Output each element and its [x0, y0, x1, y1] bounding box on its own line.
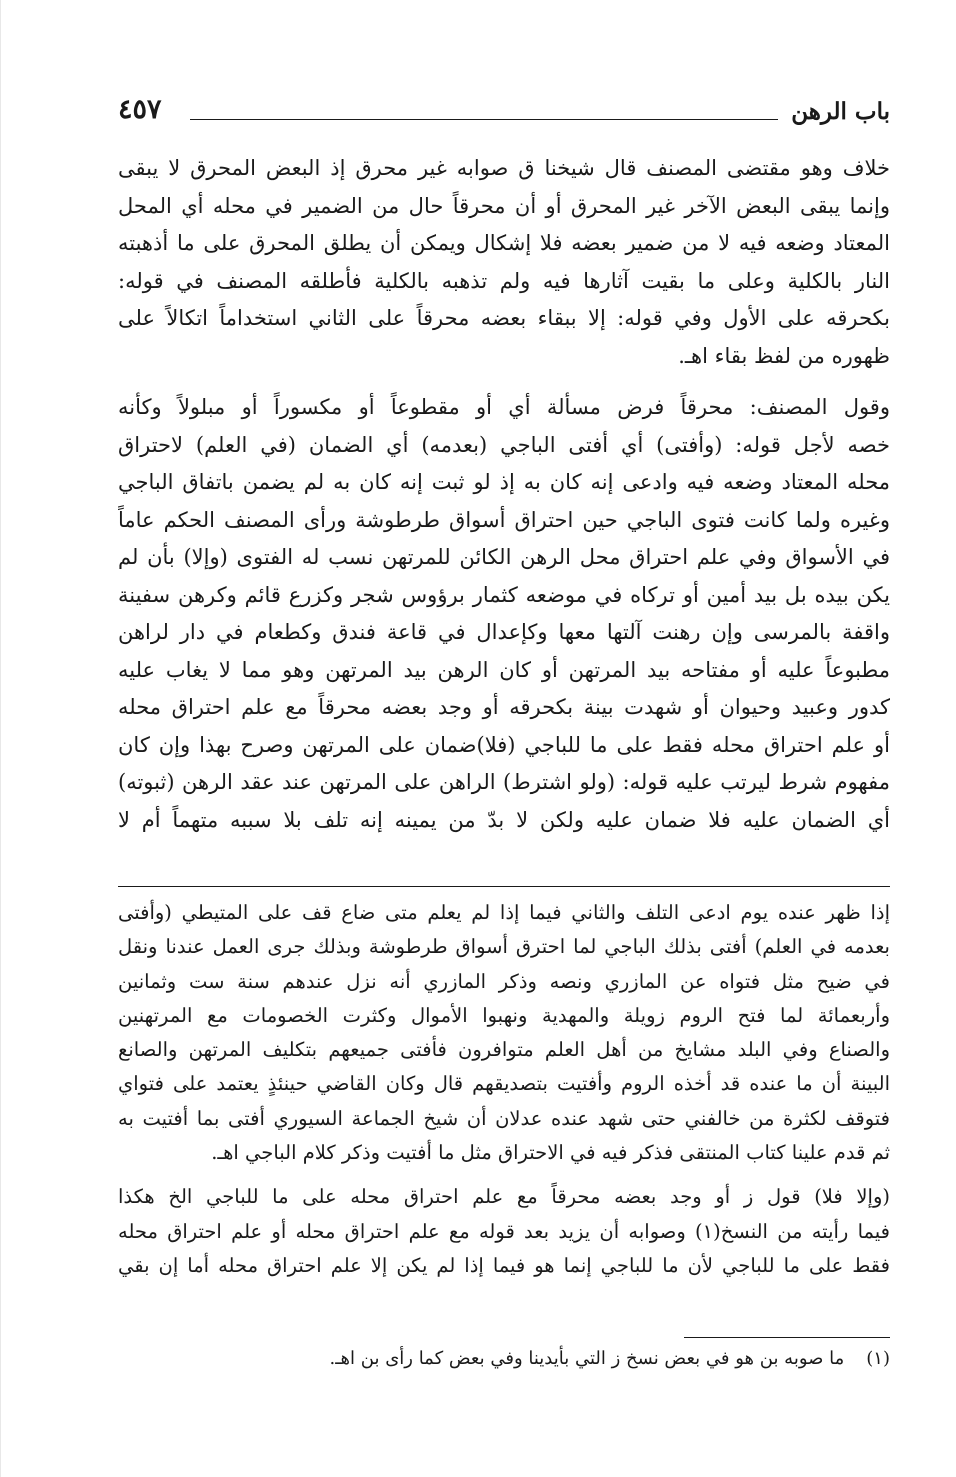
commentary-line: يكن بيده بل بيد أمين أو تركاه في موضعه كثمار برؤوس شجر وكزرع قائم وكرهن سفينة	[118, 582, 890, 607]
gloss-line: إذا ظهر عنده يوم ادعى التلف والثاني فيما إذا لم يعلم متى ضاع قف على المتيطي (وأفتى	[118, 901, 890, 924]
scan-edge	[0, 0, 1, 1477]
gloss-line: فيما رأيته من النسخ(١) وصوابه أن يزيد بعد قوله مع علم احتراق محله أو علم احتراق محله	[118, 1219, 890, 1243]
commentary-line: كدور وعبيد وحيوان أو شهدت بينة بكحرقه أو وجد بعضه محرقاً مع علم احتراق محله	[118, 695, 890, 719]
commentary-line: مفهوم شرط ليرتب عليه قوله: (ولو اشترط) الراهن على المرتهن عند عقد الرهن (ثبوته)	[118, 770, 890, 794]
commentary-line: بكحرقه على الأول وفي قوله: إلا ببقاء بعضه محرقاً على الثاني استخداماً اتكالاً على	[118, 306, 890, 330]
section-divider	[118, 886, 890, 887]
commentary-line: وغيره ولما كانت فتوى الباجي حين احتراق أسواق طرطوشة ورأى المصنف الحكم عاماً	[118, 507, 890, 532]
commentary-line: مطبوعاً عليه أو مفتاحه بيد المرتهن أو كان الرهن بيد المرتهن وهو مما لا يغاب عليه	[118, 657, 890, 682]
commentary-line: المعتاد وضعه فيه لا من ضمير بعضه فلا إشكال ويمكن أن يطلق المحرق على ما أذهبته	[118, 231, 890, 255]
gloss-line: وأربعمائة لما فتح الروم زويلة والمهدية ونهبوا الأموال وكثرت الخصومات مع المرتهنين	[118, 1003, 890, 1027]
header-rule	[190, 119, 778, 120]
page-number: ٤٥٧	[118, 94, 162, 125]
commentary-line: في الأسواق وفي علم احتراق محل الرهن الكائن للمرتهن نسب له الفتوى (وإلا) بأن لم	[118, 545, 890, 569]
gloss-line: في ضيح مثل فتواه عن المازري ونصه وذكر المازري أنه نزل عندهم سنة ست وثمانين	[118, 969, 890, 993]
commentary-line: ظهوره من لفظ بقاء اهـ.	[678, 343, 890, 368]
commentary-block	[118, 150, 890, 839]
footnote-rule	[684, 1337, 890, 1338]
commentary-line: أي الضمان عليه فلا ضمان عليه ولكن لا بدّ من يمينه إنه تلف بلا سببه متهماً أم لا	[118, 807, 890, 832]
gloss-line: البينة أن ما عنده قد أخذه الروم وأفتيت بتصديقهم قال وكان القاضي حينئذٍ يعتمد على فتواي	[118, 1072, 890, 1096]
gloss-line: فقط على ما للباجي لأن ما للباجي إنما هو فيما إذا لم يكن إلا علم احتراق محله أما إن بقي	[118, 1253, 890, 1277]
commentary-line: النار بالكلية وعلى ما بقيت آثارها فيه ولم تذهبه بالكلية فأطلقه المصنف في قوله:	[118, 268, 890, 293]
running-header	[118, 92, 890, 132]
gloss-line: بعدمه في العلم) أفتى بذلك الباجي لما احترق أسواق طرطوشة وبذلك جرى العمل عندنا ونقل	[118, 935, 890, 959]
footnote-number: (١)	[866, 1348, 890, 1369]
commentary-line: واقفة بالمرسى وإن رهنت آلتها معها وكإعدال في قاعة فندق وكطعام في دار لراهن	[118, 620, 890, 644]
gloss-line: والصناع وفي البلد مشايخ من أهل العلم متوافرون فأفتى جميعهم بتكليف المرتهن والصانع	[118, 1038, 890, 1062]
chapter-title: باب الرهن	[791, 98, 890, 125]
paragraph-gap	[118, 375, 890, 389]
gloss-line: فتوقف لكثرة من خالفني حتى شهد عنده عدلان أن شيخ الجماعة السيوري أفتى بما أفتيت به	[118, 1106, 890, 1130]
gloss-line: ثم قدم علينا كتاب المنتقى فذكر فيه في الاحتراق مثل ما أفتيت وذكر كلام الباجي اهـ.	[211, 1141, 890, 1165]
footnote-text: ما صوبه بن هو في بعض نسخ ز التي بأيدينا وفي بعض كما رأى بن اهـ.	[329, 1348, 845, 1369]
gloss-block	[118, 896, 890, 1283]
commentary-line: محله المعتاد وضعه فيه وادعى إنه كان به إذ لو ثبت إنه كان به لم يضمن باتفاق الباجي	[118, 470, 890, 494]
gloss-line: (وإلا فلا) قول ز أو وجد بعضه محرقاً مع علم احتراق محله على ما للباجي الخ هكذا	[118, 1185, 890, 1209]
commentary-line: وإنما يبقى البعض الآخر غير المحرق أو أن محرقاً حال من الضمير في محله أي المحل	[118, 193, 890, 218]
commentary-line: وقول المصنف: محرقاً فرض مسألة أي أو مقطوعاً أو مكسوراً أو مبلولاً وكأنه	[118, 395, 890, 419]
paragraph-gap	[118, 1170, 890, 1180]
commentary-line: خلاف وهو مقتضى المصنف قال شيخنا ق صوابه غير محرق إذ البعض المحرق لا يبقى	[118, 156, 890, 180]
commentary-line: أو علم احتراق محله فقط على ما للباجي (فلا)ضمان على المرتهن وصرح بهذا وإن كان	[118, 732, 890, 757]
commentary-line: خصه لأجل قوله: (وأفتى) أي أفتى الباجي (بعدمه) أي الضمان (في العلم) لاحتراق	[118, 432, 890, 457]
footnote	[118, 1348, 890, 1369]
